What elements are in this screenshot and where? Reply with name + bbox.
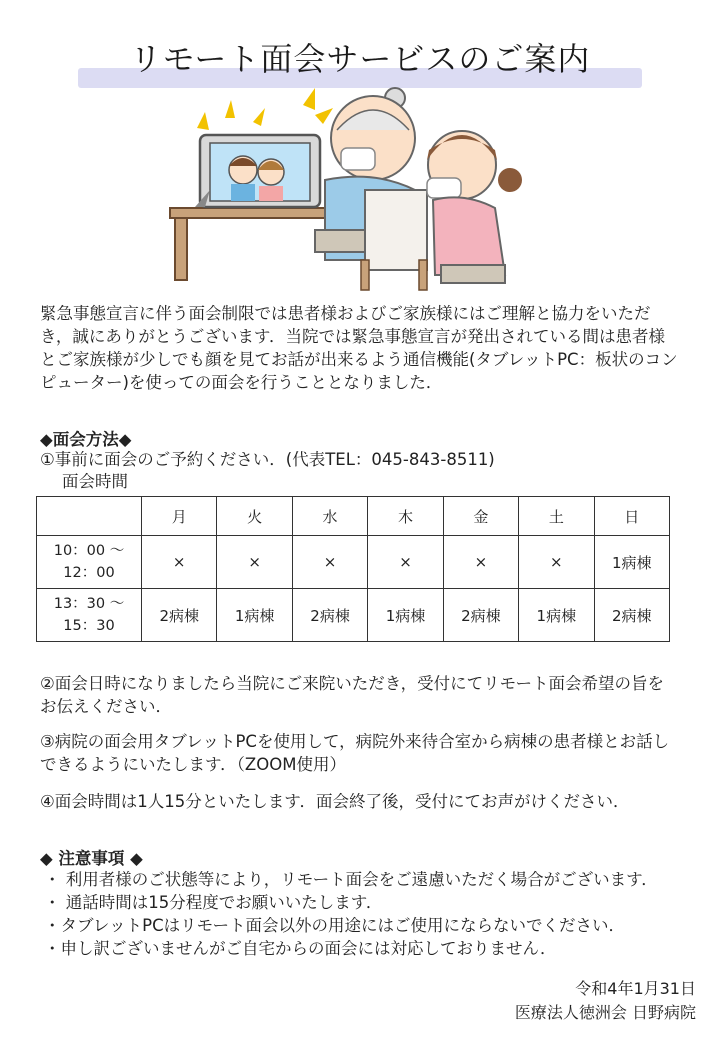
time-slot-cell (37, 589, 142, 642)
schedule-cell: × (292, 536, 367, 589)
issue-date: 令和4年1月31日 (575, 979, 696, 998)
time-slot-end: 12：00 (63, 565, 115, 581)
time-slot-cell (37, 536, 142, 589)
day-header: 月 (142, 497, 217, 536)
schedule-cell: 1病棟 (594, 536, 669, 589)
method-step-3: ③病院の面会用タブレットPCを使用して，病院外来待合室から病棟の患者様とお話しできるようにいたします．（ZOOM使用） (40, 732, 670, 774)
method-step-4: ④面会時間は1人15分といたします．面会終了後，受付にてお声がけください． (40, 792, 630, 811)
schedule-cell: 2病棟 (292, 589, 367, 642)
table-row (37, 589, 670, 642)
page-title: リモート面会サービスのご案内 (129, 40, 591, 78)
schedule-cell: 2病棟 (443, 589, 518, 642)
list-item: ・タブレットPCはリモート面会以外の用途にはご使用にならないでください． (44, 916, 625, 935)
hours-label: 面会時間 (62, 472, 128, 491)
table-header-row (37, 497, 670, 536)
schedule-cell: 1病棟 (217, 589, 292, 642)
day-header: 日 (594, 497, 669, 536)
day-header: 火 (217, 497, 292, 536)
day-header: 水 (292, 497, 367, 536)
method-step-2: ②面会日時になりましたら当院にご来院いただき，受付にてリモート面会希望の旨をお伝えください． (40, 674, 664, 716)
video-call-illustration-icon (165, 80, 545, 295)
day-header: 土 (519, 497, 594, 536)
schedule-cell: 2病棟 (594, 589, 669, 642)
schedule-cell: × (368, 536, 443, 589)
list-item: ・ 通話時間は15分程度でお願いいたします． (44, 893, 383, 912)
schedule-cell: 1病棟 (368, 589, 443, 642)
table-corner-cell (37, 497, 142, 536)
list-item: ・申し訳ございませんがご自宅からの面会には対応しておりません． (44, 939, 557, 958)
time-slot-start: 13：30 〜 (53, 596, 125, 612)
notes-heading: ◆ 注意事項 ◆ (40, 849, 143, 868)
schedule-cell: × (519, 536, 594, 589)
day-header: 金 (443, 497, 518, 536)
list-item: ・ 利用者様のご状態等により，リモート面会をご遠慮いただく場合がございます． (44, 870, 658, 889)
intro-paragraph: 緊急事態宣言に伴う面会制限では患者様およびご家族様にはご理解と協力をいただき，誠にありがとうございます．当院では緊急事態宣言が発出されている間は患者様とご家族様が少しでも顔を見てお話が出来るよう通信機能(タブレットPC：板状のコンピューター)を使っての面会を行うこととなりました． (40, 304, 678, 392)
schedule-cell: × (142, 536, 217, 589)
organization-name: 医療法人徳洲会 日野病院 (514, 1003, 696, 1022)
method-heading: ◆面会方法◆ (40, 430, 132, 449)
time-slot-end: 15：30 (63, 618, 115, 634)
time-slot-start: 10：00 〜 (53, 543, 125, 559)
schedule-cell: 1病棟 (519, 589, 594, 642)
visiting-hours-table (36, 496, 670, 642)
schedule-cell: 2病棟 (142, 589, 217, 642)
schedule-cell: × (443, 536, 518, 589)
notes-list (44, 868, 684, 960)
schedule-cell: × (217, 536, 292, 589)
table-row (37, 536, 670, 589)
method-step-1: ①事前に面会のご予約ください．(代表TEL：045-843-8511) (40, 450, 495, 469)
day-header: 木 (368, 497, 443, 536)
